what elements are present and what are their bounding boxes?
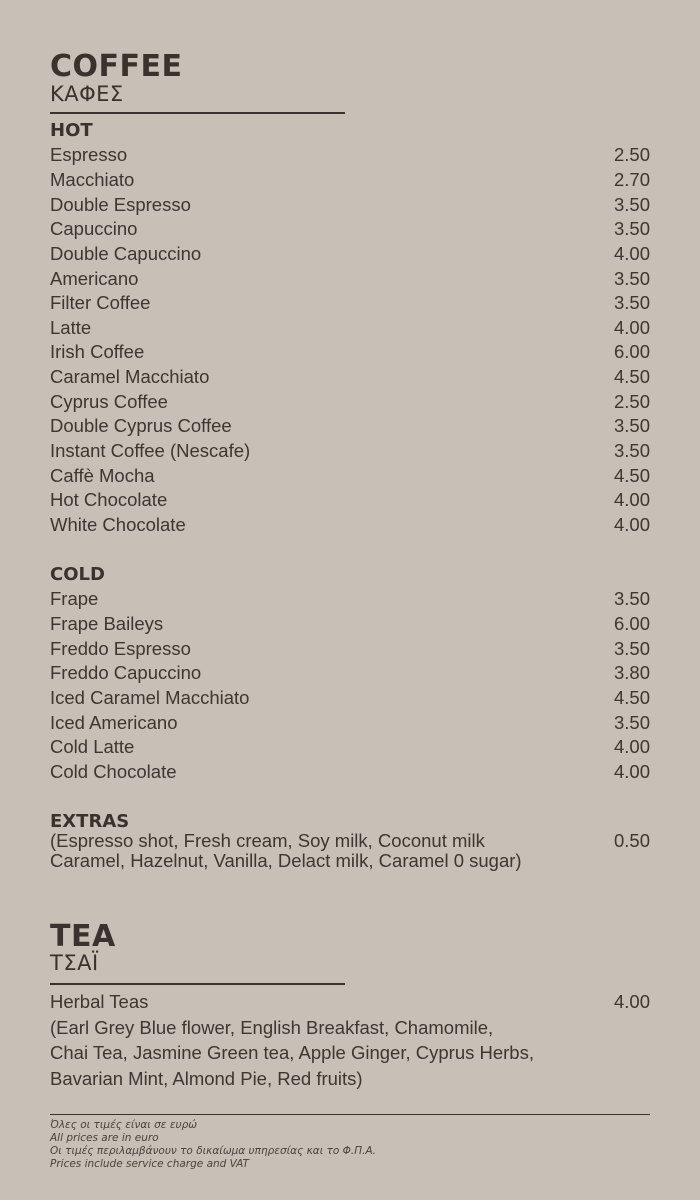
cold-menu-item — [50, 759, 650, 784]
item-price: 3.50 — [613, 218, 650, 240]
cold-menu-item — [50, 587, 650, 612]
item-name: Cold Chocolate — [50, 760, 177, 782]
cold-menu-item — [50, 612, 650, 637]
item-name: Freddo Capuccino — [50, 662, 202, 684]
item-name: Frape Baileys — [50, 612, 164, 634]
item-name: Filter Coffee — [50, 292, 151, 314]
hot-menu-item — [50, 242, 650, 267]
herbal-teas-desc-3: Bavarian Mint, Almond Pie, Red fruits) — [50, 1067, 363, 1089]
item-name: Caffè Mocha — [50, 464, 155, 486]
herbal-teas-desc-1: (Earl Grey Blue flower, English Breakfast, Chamomile, — [50, 1016, 494, 1038]
item-price: 4.00 — [613, 513, 650, 535]
coffee-section-title: COFFEE — [50, 49, 183, 84]
hot-menu-item — [50, 192, 650, 217]
item-name: Americano — [50, 267, 139, 289]
item-price: 2.50 — [613, 390, 650, 412]
footer-line-4: Prices include service charge and VAT — [50, 1158, 249, 1170]
item-price: 4.00 — [613, 316, 650, 338]
hot-menu-item — [50, 513, 650, 538]
item-price: 4.50 — [613, 686, 650, 708]
hot-items-list — [50, 143, 650, 537]
item-name: Freddo Espresso — [50, 637, 191, 659]
coffee-divider — [50, 112, 345, 114]
hot-menu-item — [50, 291, 650, 316]
herbal-teas-desc-2: Chai Tea, Jasmine Green tea, Apple Ginger, Cyprus Herbs, — [50, 1042, 534, 1063]
item-name: Cold Latte — [50, 736, 135, 758]
footer-divider — [50, 1114, 650, 1115]
hot-menu-item — [50, 168, 650, 193]
cold-items-list — [50, 587, 650, 784]
item-name: Double Espresso — [50, 193, 191, 215]
item-price: 4.00 — [613, 760, 650, 782]
footer-line-3: Οι τιμές περιλαμβάνουν το δικαίωμα υπηρεσίας και το Φ.Π.Α. — [50, 1145, 377, 1157]
hot-menu-item — [50, 266, 650, 291]
item-price: 4.00 — [613, 242, 650, 264]
tea-section-subtitle: ΤΣΑΪ — [50, 951, 99, 975]
hot-category-label: HOT — [50, 120, 93, 141]
item-price: 4.50 — [613, 366, 650, 388]
item-price: 6.00 — [613, 341, 650, 363]
tea-section-title: TEA — [50, 919, 116, 954]
hot-menu-item — [50, 365, 650, 390]
hot-menu-item — [50, 340, 650, 365]
item-price: 3.80 — [613, 662, 650, 684]
cold-menu-item — [50, 636, 650, 661]
coffee-section-subtitle: ΚΑΦΕΣ — [50, 82, 124, 106]
item-name: Irish Coffee — [50, 341, 145, 363]
item-price: 6.00 — [613, 612, 650, 634]
item-name: Latte — [50, 316, 92, 338]
item-name: Capuccino — [50, 218, 138, 240]
item-name: Hot Chocolate — [50, 489, 168, 511]
item-price: 3.50 — [613, 267, 650, 289]
hot-menu-item — [50, 389, 650, 414]
item-price: 3.50 — [613, 711, 650, 733]
cold-menu-item — [50, 735, 650, 760]
item-price: 3.50 — [613, 292, 650, 314]
hot-menu-item — [50, 439, 650, 464]
item-name: Cyprus Coffee — [50, 390, 168, 412]
item-name: Frape — [50, 588, 99, 610]
item-price: 3.50 — [613, 193, 650, 215]
footer-line-1: Όλες οι τιμές είναι σε ευρώ — [50, 1119, 198, 1131]
cold-category-label: COLD — [50, 564, 105, 585]
extras-line-2: Caramel, Hazelnut, Vanilla, Delact milk, Caramel 0 sugar) — [50, 850, 522, 871]
tea-divider — [50, 983, 345, 985]
item-name: Instant Coffee (Nescafe) — [50, 440, 251, 461]
hot-menu-item — [50, 488, 650, 513]
item-price: 3.50 — [613, 588, 650, 610]
extras-line-1: (Espresso shot, Fresh cream, Soy milk, Coconut milk — [50, 830, 485, 851]
hot-menu-item — [50, 463, 650, 488]
hot-menu-item — [50, 143, 650, 168]
item-price: 4.00 — [613, 489, 650, 511]
item-name: Double Capuccino — [50, 242, 202, 264]
herbal-teas-price: 4.00 — [613, 991, 650, 1012]
item-price: 2.50 — [613, 144, 650, 166]
cold-menu-item — [50, 710, 650, 735]
hot-menu-item — [50, 315, 650, 340]
extras-price: 0.50 — [613, 830, 650, 851]
item-name: White Chocolate — [50, 513, 186, 535]
item-name: Espresso — [50, 144, 128, 166]
item-price: 3.50 — [613, 440, 650, 461]
item-price: 3.50 — [613, 637, 650, 659]
herbal-teas-item — [50, 989, 650, 1091]
footer-line-2: All prices are in euro — [50, 1132, 159, 1144]
hot-menu-item — [50, 414, 650, 439]
item-name: Double Cyprus Coffee — [50, 415, 232, 437]
item-price: 4.00 — [613, 736, 650, 758]
herbal-teas-name: Herbal Teas — [50, 991, 149, 1012]
item-name: Macchiato — [50, 168, 135, 190]
item-price: 4.50 — [613, 464, 650, 486]
item-name: Caramel Macchiato — [50, 366, 210, 388]
extras-block — [50, 831, 650, 871]
hot-menu-item — [50, 217, 650, 242]
footer-notes — [50, 1119, 650, 1171]
item-price: 3.50 — [613, 415, 650, 437]
item-price: 2.70 — [613, 168, 650, 190]
item-name: Iced Americano — [50, 711, 178, 733]
cold-menu-item — [50, 661, 650, 686]
item-name: Iced Caramel Macchiato — [50, 686, 250, 708]
cold-menu-item — [50, 686, 650, 711]
menu-page — [50, 0, 650, 1200]
extras-category-label: EXTRAS — [50, 811, 130, 832]
